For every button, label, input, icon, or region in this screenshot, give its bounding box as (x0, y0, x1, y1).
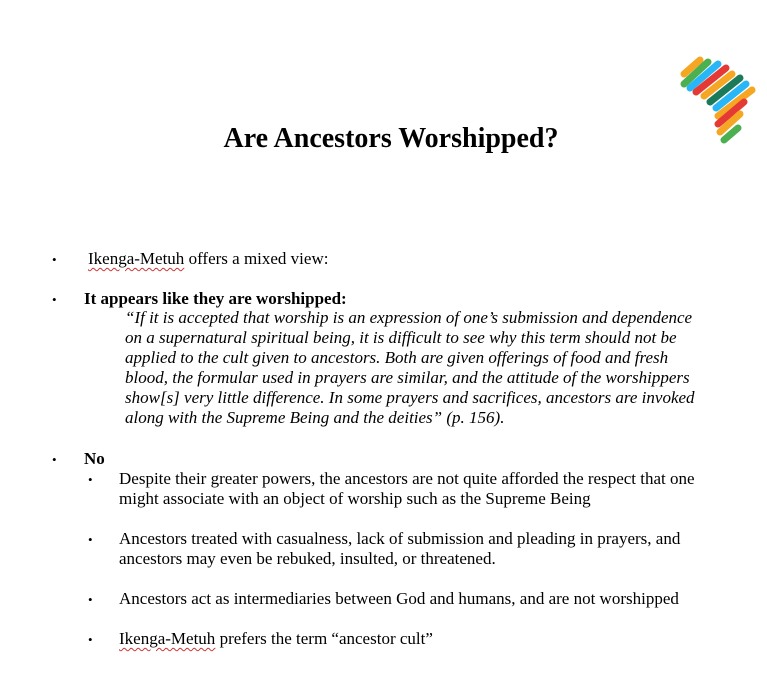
bullet-marker: • (52, 452, 57, 467)
bullet-heading-worshipped: It appears like they are worshipped: (84, 289, 347, 308)
sub-bullet-text: prefers the term “ancestor cult” (215, 629, 433, 648)
quote-block: “If it is accepted that worship is an expression of one’s submission and dependence on a supernatural spiritual being, it is difficult to see why this term should not be applied to the cult given to ancestors. Both are given offerings of food and fresh blood, the formular used in prayers are similar, and the attitude of the worshippers show[s] very little difference. In some prayers and sacrifices, ancestors are invoked along with the Supreme Being and the deities” (p. 156). (125, 308, 695, 427)
sub-bullet-marker: • (88, 592, 93, 607)
slide-title: Are Ancestors Worshipped? (223, 123, 559, 154)
bullet-heading-no: No (84, 449, 105, 468)
sub-bullet-marker: • (88, 472, 93, 487)
sub-bullet-text: Ancestors treated with casualness, lack of submission and pleading in prayers, and ancestors may even be rebuked, insulted, or threatened. (119, 529, 681, 568)
sub-bullet-text: Despite their greater powers, the ancestors are not quite afforded the respect that one might associate with an object of worship such as the Supreme Being (119, 469, 695, 508)
bullet-mixed-view (88, 249, 328, 269)
sub-bullet-ancestor-cult (119, 629, 709, 649)
bullet-marker: • (52, 292, 57, 307)
author-name: Ikenga-Metuh (119, 629, 216, 648)
sub-bullet-text: Ancestors act as intermediaries between God and humans, and are not worshipped (119, 589, 679, 608)
bullet-text: offers a mixed view: (184, 249, 329, 268)
bullet-marker: • (52, 252, 57, 267)
sub-bullet-marker: • (88, 632, 93, 647)
author-name: Ikenga-Metuh (88, 249, 185, 268)
sub-bullet-marker: • (88, 532, 93, 547)
